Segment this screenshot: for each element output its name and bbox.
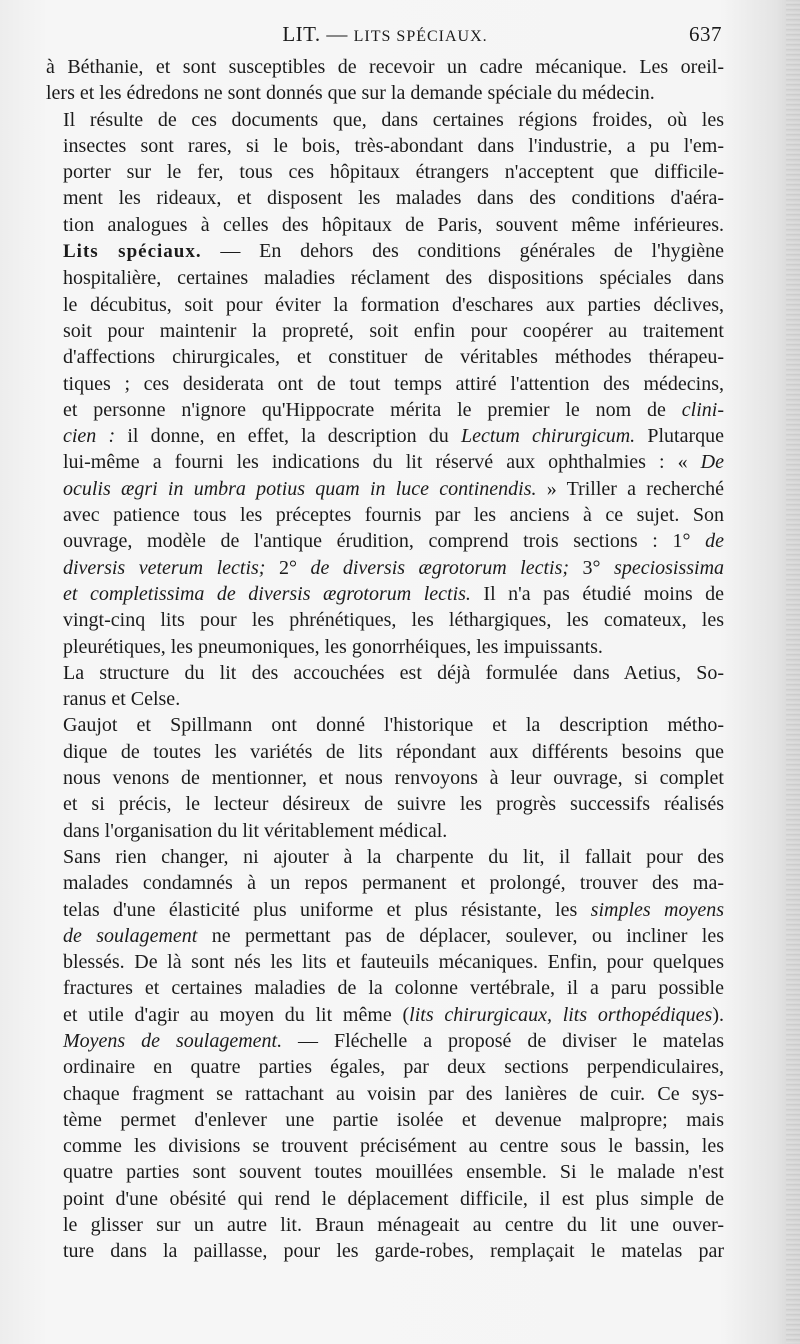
page-edge: [786, 0, 800, 1344]
paragraph: Lits spéciaux. — En dehors des conditions générales de l'hygiène hospitalière, certaines maladies réclament des dispositions spéciales dans le décubitus, soit pour éviter la formation d'eschares aux parties déclives, soit pour maintenir la propreté, soit enfin pour coopérer au traitement d'affections chirurgicales, et constituer de véritables méthodes thérapeu- tiques ; ces desiderata ont de tout temps attiré l'attention des médecins, et personne n'ignore qu'Hippocrate mérita le premier le nom de clini- cien : il donne, en effet, la description du Lectum chirurgicum. Plutarque lui-même a fourni les indications du lit réservé aux ophthalmies : « De oculis ægri in umbra potius quam in luce continendis. » Triller a recherché avec patience tous les préceptes fournis par les anciens à ce sujet. Son ouvrage, modèle de l'antique érudition, comprend trois sections : 1° de diversis veterum lectis; 2° de diversis ægrotorum lectis; 3° speciosissima et completissima de diversis ægrotorum lectis. Il n'a pas étudié moins de vingt-cinq lits pour les phrénétiques, les léthargiques, les comateux, les pleurétiques, les pneumoniques, les gonorrhéiques, les impuissants.: [63, 240, 725, 658]
page-number: 637: [689, 22, 722, 46]
paragraph: La structure du lit des accouchées est déjà formulée dans Aetius, So- ranus et Celse.: [63, 661, 724, 711]
paragraph: Il résulte de ces documents que, dans certaines régions froides, où les insectes sont rares, si le bois, très-abondant dans l'industrie, a pu l'em- porter sur le fer, tous ces hôpitaux étrangers n'acceptent que difficile- ment les rideaux, et disposent les malades dans des conditions d'aéra- tion analogues à celles des hôpitaux de Paris, souvent même inférieures.: [63, 108, 724, 236]
running-title: LIT. — LITS SPÉCIAUX.: [282, 22, 488, 46]
paragraph: Gaujot et Spillmann ont donné l'historique et la description métho- dique de toutes les variétés de lits répondant aux différents besoins que nous venons de mentionner, et nous renvoyons à leur ouvrage, si complet et si précis, le lecteur désireux de suivre les progrès successifs réalisés dans l'organisation du lit véritablement médical.: [63, 714, 724, 842]
paragraph: à Béthanie, et sont susceptibles de recevoir un cadre mécanique. Les oreil- lers et les édredons ne sont donnés que sur la demande spéciale du médecin.: [46, 56, 724, 105]
subsection-heading: Moyens de soulagement.: [63, 1029, 283, 1052]
paragraph: Sans rien changer, ni ajouter à la charpente du lit, il fallait pour des malades condamnés à un repos permanent et prolongé, trouver des ma- telas d'une élasticité plus uniforme et plus résistante, les simples moyens de soulagement ne permettant pas de déplacer, soulever, ou incliner les blessés. De là sont nés les lits et fauteuils mécaniques. Enfin, pour quelques fractures et certaines maladies de la colonne vertébrale, il a paru possible et utile d'agir au moyen du lit même (lits chirurgicaux, lits orthopédiques).: [63, 845, 725, 1026]
running-header: [40, 22, 730, 48]
body-text: [46, 54, 724, 1265]
section-heading: Lits spéciaux.: [63, 241, 202, 263]
paragraph: Moyens de soulagement. — Fléchelle a proposé de diviser le matelas ordinaire en quatre parties égales, par deux sections perpendiculaires, chaque fragment se rattachant au voisin par des lanières de cuir. Ce sys- tème permet d'enlever une partie isolée et devenue malpropre; mais comme les divisions se trouvent précisément au centre sous le bassin, les quatre parties sont souvent toutes mouillées ensemble. Si le malade n'est point d'une obésité qui rend le déplacement difficile, il est plus simple de le glisser sur un autre lit. Braun ménageait au centre du lit une ouver- ture dans la paillasse, pour les garde-robes, remplaçait le matelas par: [63, 1029, 725, 1263]
